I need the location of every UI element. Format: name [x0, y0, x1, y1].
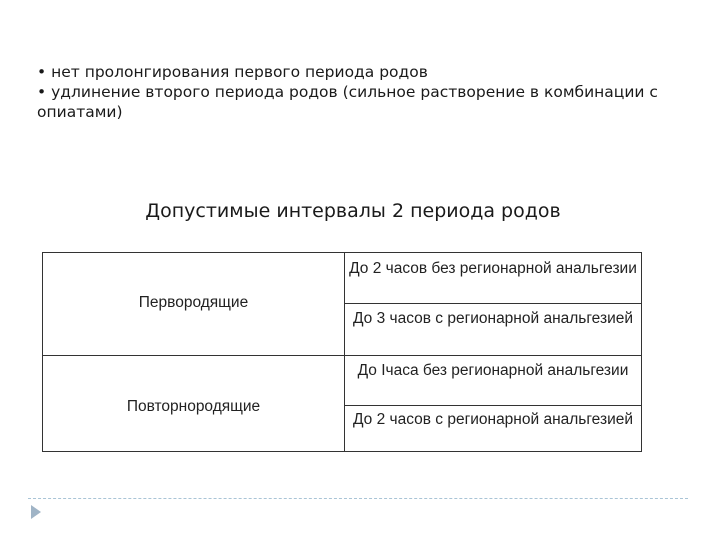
play-arrow-icon [31, 505, 41, 519]
table-group-multiparous [43, 355, 641, 452]
table-cell: До 2 часов с регионарной анальгезией [352, 411, 634, 428]
footer-divider [28, 498, 688, 499]
bullet-item: • нет пролонгирования первого периода родов [37, 63, 428, 81]
row-divider [345, 405, 641, 406]
slide-title: Допустимые интервалы 2 периода родов [145, 200, 561, 222]
bullet-item: • удлинение второго периода родов (сильное растворение в комбинации с опиатами) [37, 83, 658, 121]
group-label: Первородящие [138, 294, 249, 311]
table-cell: До 3 часов с регионарной анальгезией [352, 310, 634, 327]
group-label: Повторнородящие [126, 398, 261, 415]
table-group-primiparous [43, 253, 641, 355]
row-divider [345, 303, 641, 304]
table-cell: До 2 часов без регионарной анальгезии [349, 260, 637, 277]
bullet-list [37, 62, 697, 122]
table-cell: До Iчаса без регионарной анальгезии [357, 362, 629, 379]
intervals-table [42, 252, 642, 452]
